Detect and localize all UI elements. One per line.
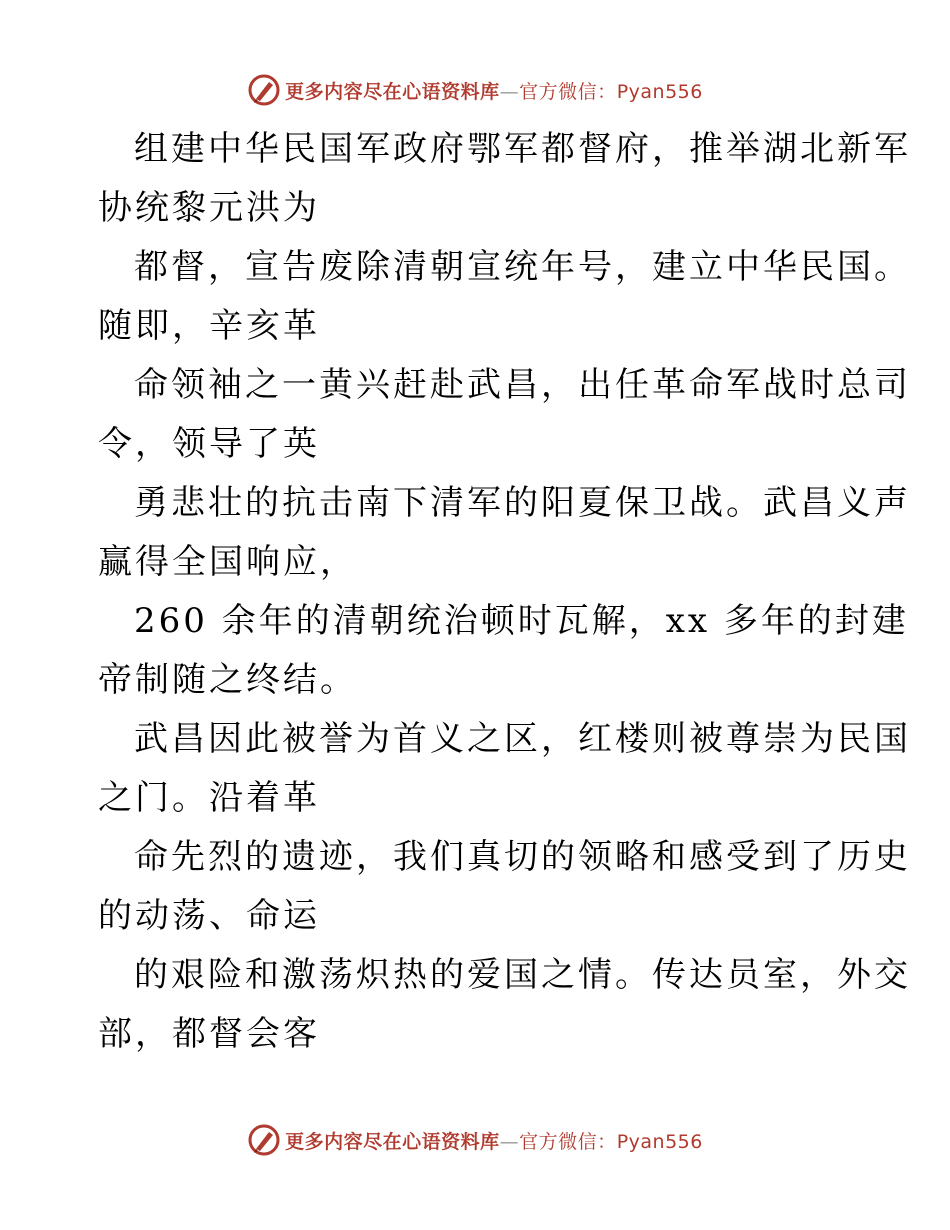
header-id: Pyan556 [616, 80, 703, 103]
footer-main: 更多内容尽在心语资料库 [285, 1130, 500, 1153]
header-label: 官方微信： [519, 80, 617, 103]
body-line-14: 的动荡、命运 [98, 896, 320, 936]
footer-text [285, 1127, 703, 1154]
footer-banner [0, 1120, 950, 1160]
body-line-15: 的艰险和激荡炽热的爱国之情。传达员室，外交 [134, 955, 911, 995]
body-line-12: 之门。沿着革 [98, 778, 320, 818]
body-line-3: 都督，宣告废除清朝宣统年号，建立中华民国。 [134, 247, 911, 287]
body-line-5: 命领袖之一黄兴赶赴武昌，出任革命军战时总司 [134, 365, 911, 405]
header-banner [0, 70, 950, 110]
body-line-11: 武昌因此被誉为首义之区，红楼则被尊崇为民国 [134, 719, 911, 759]
body-line-13: 命先烈的遗迹，我们真切的领略和感受到了历史 [134, 837, 911, 877]
body-line-16: 部，都督会客 [98, 1014, 320, 1054]
body-line-10: 帝制随之终结。 [98, 660, 357, 700]
footer-label: 官方微信： [519, 1130, 617, 1153]
header-dash: — [499, 80, 520, 103]
body-line-4: 随即，辛亥革 [98, 306, 320, 346]
footer-id: Pyan556 [616, 1130, 703, 1153]
pen-logo-icon [247, 73, 281, 107]
body-line-7: 勇悲壮的抗击南下清军的阳夏保卫战。武昌义声 [134, 483, 911, 523]
pen-logo-icon [247, 1123, 281, 1157]
document-body [98, 120, 911, 1064]
body-line-9: 260 余年的清朝统治顿时瓦解，xx 多年的封建 [134, 601, 909, 641]
body-line-2: 协统黎元洪为 [98, 188, 320, 228]
body-line-1: 组建中华民国军政府鄂军都督府，推举湖北新军 [134, 129, 911, 169]
header-text [285, 77, 703, 104]
body-line-6: 令，领导了英 [98, 424, 320, 464]
body-line-8: 赢得全国响应， [98, 542, 357, 582]
footer-dash: — [499, 1130, 520, 1153]
header-main: 更多内容尽在心语资料库 [285, 80, 500, 103]
